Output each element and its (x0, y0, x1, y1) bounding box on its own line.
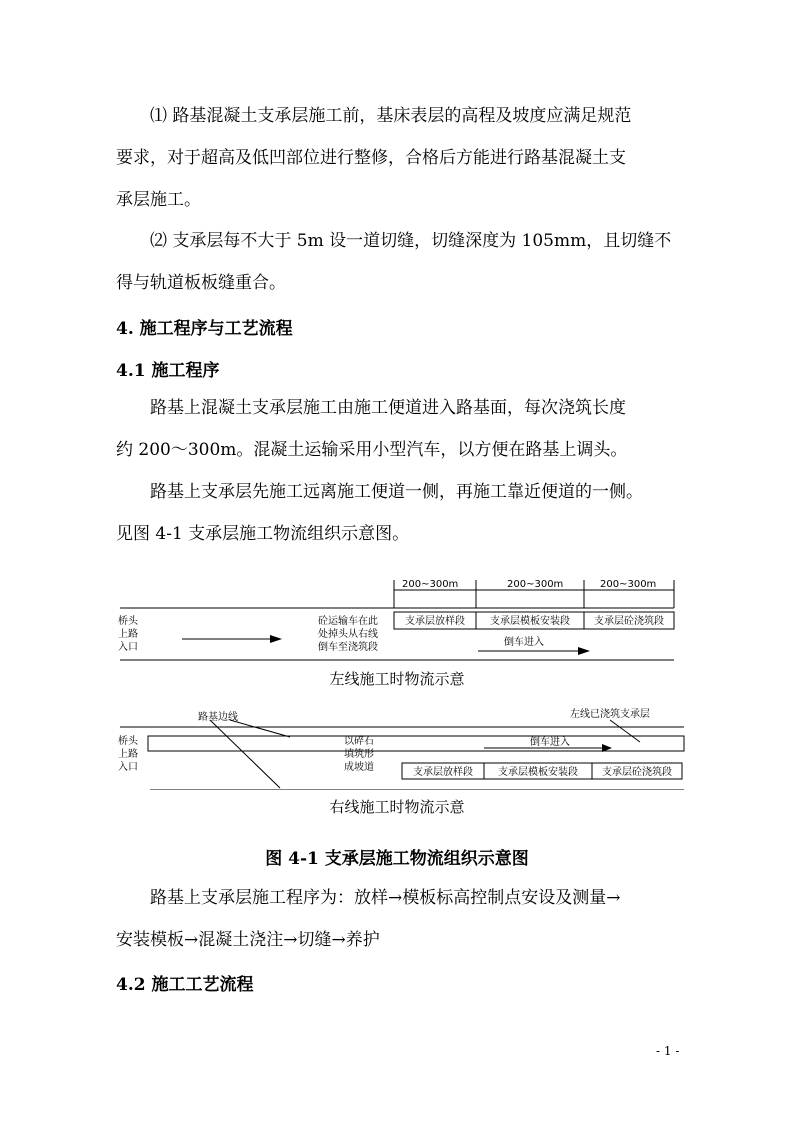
paragraph-2 (116, 220, 720, 304)
segment-label: 支承层放样段 (405, 616, 465, 627)
entry-label: 入口 (118, 642, 138, 653)
section-heading-4: 4. 施工程序与工艺流程 (116, 319, 293, 339)
segment-label: 支承层模板安装段 (498, 767, 578, 778)
text-line: 要求，对于超高及低凹部位进行整修，合格后方能进行路基混凝土支 (116, 148, 626, 168)
section-heading-4-2: 4.2 施工工艺流程 (116, 975, 254, 995)
completed-label: 左线已浇筑支承层 (570, 709, 650, 720)
page-number: - 1 - (656, 1044, 680, 1058)
note-label: 砼运输车在此 (318, 616, 378, 627)
reverse-label: 倒车进入 (504, 637, 544, 648)
caption-left-line: 左线施工时物流示意 (329, 670, 465, 688)
segment-label: 支承层砼浇筑段 (594, 616, 664, 627)
paragraph-1 (116, 95, 720, 221)
text-line: 路基上支承层先施工远离施工便道一侧，再施工靠近便道的一侧。 (150, 482, 643, 502)
roadbed-edge-label: 路基边线 (198, 712, 238, 723)
segment-label: 支承层砼浇筑段 (602, 767, 672, 778)
note-label: 成坡道 (344, 762, 374, 773)
text-line: 路基上混凝土支承层施工由施工便道进入路基面，每次浇筑长度 (150, 398, 626, 418)
paragraph-5 (116, 877, 720, 961)
paragraph-4 (116, 471, 720, 555)
entry-label: 桥头 (118, 736, 138, 747)
text-line: 约 200～300m。混凝土运输采用小型汽车，以方便在路基上调头。 (116, 440, 628, 460)
dim-label: 200~300m (402, 579, 459, 590)
entry-label: 上路 (118, 749, 138, 760)
section-heading-4-1: 4.1 施工程序 (116, 361, 220, 381)
entry-label: 入口 (118, 762, 138, 773)
note-label: 填筑形 (344, 749, 374, 760)
note-label: 以碎石 (344, 736, 374, 747)
entry-label: 上路 (118, 629, 138, 640)
segment-label: 支承层模板安装段 (490, 616, 570, 627)
text-line: 承层施工。 (116, 190, 201, 210)
paragraph-3 (116, 387, 720, 471)
text-line: ⑴ 路基混凝土支承层施工前，基床表层的高程及坡度应满足规范 (150, 106, 632, 126)
dim-label: 200~300m (600, 579, 657, 590)
caption-right-line: 右线施工时物流示意 (329, 798, 465, 816)
segment-label: 支承层放样段 (413, 767, 473, 778)
text-line: ⑵ 支承层每不大于 5m 设一道切缝，切缝深度为 105mm，且切缝不 (150, 231, 672, 251)
figure-title: 图 4-1 支承层施工物流组织示意图 (265, 849, 529, 869)
text-line: 见图 4-1 支承层施工物流组织示意图。 (116, 524, 410, 544)
entry-label: 桥头 (118, 616, 138, 627)
reverse-label: 倒车进入 (530, 737, 570, 748)
note-label: 倒车至浇筑段 (318, 642, 378, 653)
note-label: 处掉头从右线 (318, 629, 378, 640)
text-line: 路基上支承层施工程序为：放样→模板标高控制点安设及测量→ (150, 888, 621, 908)
text-line: 安装模板→混凝土浇注→切缝→养护 (116, 930, 380, 950)
text-line: 得与轨道板板缝重合。 (116, 273, 286, 293)
dim-label: 200~300m (507, 579, 564, 590)
